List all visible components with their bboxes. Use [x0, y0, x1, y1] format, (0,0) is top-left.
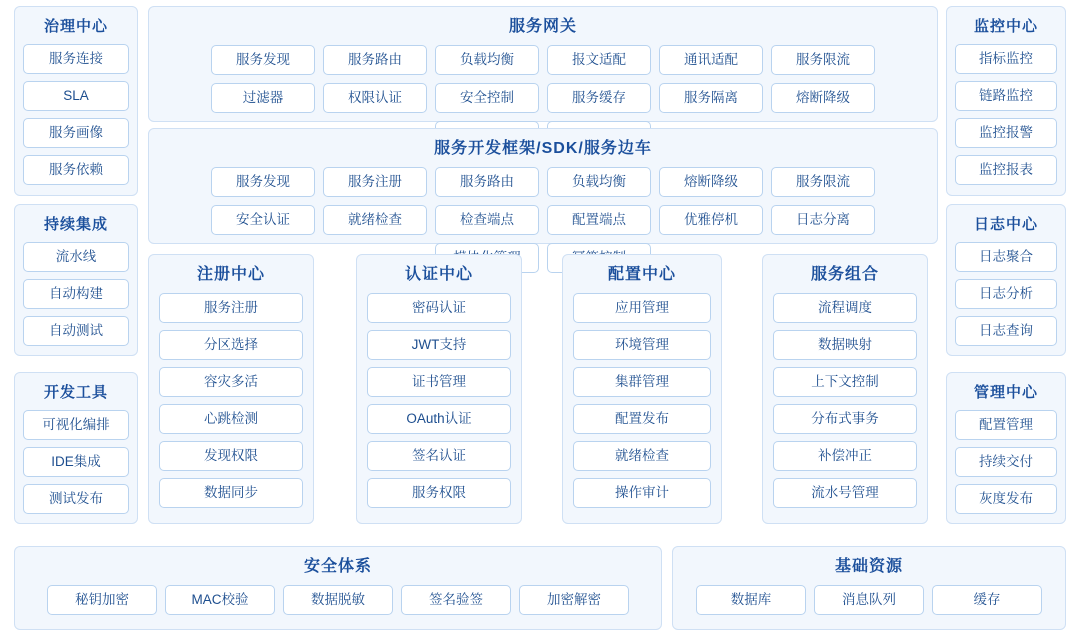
- chip-sdk-2[interactable]: 服务路由: [435, 167, 539, 197]
- chip-registry-4[interactable]: 发现权限: [159, 441, 303, 471]
- block-governance-items: [23, 44, 129, 185]
- chip-composition-3[interactable]: 分布式事务: [773, 404, 917, 434]
- block-ci-items: [23, 242, 129, 346]
- chip-devtools-0[interactable]: 可视化编排: [23, 410, 129, 440]
- block-auth-items: [367, 293, 511, 508]
- chip-ci-0[interactable]: 流水线: [23, 242, 129, 272]
- chip-config-5[interactable]: 操作审计: [573, 478, 711, 508]
- chip-composition-4[interactable]: 补偿冲正: [773, 441, 917, 471]
- chip-sdk-10[interactable]: 优雅停机: [659, 205, 763, 235]
- chip-infra-0[interactable]: 数据库: [696, 585, 806, 615]
- chip-ci-1[interactable]: 自动构建: [23, 279, 129, 309]
- chip-config-0[interactable]: 应用管理: [573, 293, 711, 323]
- chip-governance-3[interactable]: 服务依赖: [23, 155, 129, 185]
- block-devtools: [14, 372, 138, 524]
- block-composition-items: [773, 293, 917, 508]
- chip-auth-4[interactable]: 签名认证: [367, 441, 511, 471]
- chip-governance-2[interactable]: 服务画像: [23, 118, 129, 148]
- block-gateway-title: 服务网关: [508, 18, 577, 35]
- block-infra-title: 基础资源: [834, 558, 903, 575]
- chip-config-4[interactable]: 就绪检查: [573, 441, 711, 471]
- chip-governance-1[interactable]: SLA: [23, 81, 129, 111]
- block-ci-title: 持续集成: [43, 216, 108, 233]
- chip-governance-0[interactable]: 服务连接: [23, 44, 129, 74]
- chip-registry-2[interactable]: 容灾多活: [159, 367, 303, 397]
- chip-manage-2[interactable]: 灰度发布: [955, 484, 1057, 514]
- chip-composition-2[interactable]: 上下文控制: [773, 367, 917, 397]
- chip-gateway-2[interactable]: 负载均衡: [435, 45, 539, 75]
- chip-gateway-11[interactable]: 熔断降级: [771, 83, 875, 113]
- chip-composition-5[interactable]: 流水号管理: [773, 478, 917, 508]
- block-registry-title: 注册中心: [196, 266, 265, 283]
- chip-manage-1[interactable]: 持续交付: [955, 447, 1057, 477]
- block-governance: [14, 6, 138, 196]
- block-config-title: 配置中心: [607, 266, 676, 283]
- block-infra-items: [681, 585, 1057, 615]
- chip-sdk-1[interactable]: 服务注册: [323, 167, 427, 197]
- chip-monitor-3[interactable]: 监控报表: [955, 155, 1057, 185]
- chip-gateway-6[interactable]: 过滤器: [211, 83, 315, 113]
- chip-security-4[interactable]: 加密解密: [519, 585, 629, 615]
- chip-sdk-0[interactable]: 服务发现: [211, 167, 315, 197]
- block-devtools-items: [23, 410, 129, 514]
- chip-sdk-11[interactable]: 日志分离: [771, 205, 875, 235]
- block-manage: [946, 372, 1066, 524]
- chip-devtools-1[interactable]: IDE集成: [23, 447, 129, 477]
- chip-auth-0[interactable]: 密码认证: [367, 293, 511, 323]
- block-config-items: [573, 293, 711, 508]
- chip-security-2[interactable]: 数据脱敏: [283, 585, 393, 615]
- chip-auth-2[interactable]: 证书管理: [367, 367, 511, 397]
- block-ci: [14, 204, 138, 356]
- chip-composition-0[interactable]: 流程调度: [773, 293, 917, 323]
- chip-registry-5[interactable]: 数据同步: [159, 478, 303, 508]
- chip-sdk-6[interactable]: 安全认证: [211, 205, 315, 235]
- chip-gateway-7[interactable]: 权限认证: [323, 83, 427, 113]
- block-security: [14, 546, 662, 630]
- chip-registry-1[interactable]: 分区选择: [159, 330, 303, 360]
- chip-gateway-3[interactable]: 报文适配: [547, 45, 651, 75]
- block-sdk: [148, 128, 938, 244]
- chip-gateway-4[interactable]: 通讯适配: [659, 45, 763, 75]
- chip-log-1[interactable]: 日志分析: [955, 279, 1057, 309]
- block-registry: [148, 254, 314, 524]
- chip-sdk-4[interactable]: 熔断降级: [659, 167, 763, 197]
- block-manage-title: 管理中心: [973, 384, 1038, 401]
- chip-security-0[interactable]: 秘钥加密: [47, 585, 157, 615]
- block-config: [562, 254, 722, 524]
- block-sdk-title: 服务开发框架/SDK/服务边车: [434, 140, 652, 157]
- chip-ci-2[interactable]: 自动测试: [23, 316, 129, 346]
- chip-sdk-3[interactable]: 负载均衡: [547, 167, 651, 197]
- chip-config-1[interactable]: 环境管理: [573, 330, 711, 360]
- chip-manage-0[interactable]: 配置管理: [955, 410, 1057, 440]
- chip-monitor-2[interactable]: 监控报警: [955, 118, 1057, 148]
- block-governance-title: 治理中心: [43, 18, 108, 35]
- block-composition-title: 服务组合: [810, 266, 879, 283]
- block-monitor-title: 监控中心: [973, 18, 1038, 35]
- chip-auth-3[interactable]: OAuth认证: [367, 404, 511, 434]
- chip-monitor-1[interactable]: 链路监控: [955, 81, 1057, 111]
- chip-composition-1[interactable]: 数据映射: [773, 330, 917, 360]
- chip-config-3[interactable]: 配置发布: [573, 404, 711, 434]
- chip-security-1[interactable]: MAC校验: [165, 585, 275, 615]
- chip-gateway-1[interactable]: 服务路由: [323, 45, 427, 75]
- block-log: [946, 204, 1066, 356]
- block-auth-title: 认证中心: [404, 266, 473, 283]
- chip-sdk-7[interactable]: 就绪检查: [323, 205, 427, 235]
- chip-config-2[interactable]: 集群管理: [573, 367, 711, 397]
- chip-security-3[interactable]: 签名验签: [401, 585, 511, 615]
- block-monitor: [946, 6, 1066, 196]
- block-monitor-items: [955, 44, 1057, 185]
- block-security-items: [23, 585, 653, 615]
- chip-gateway-5[interactable]: 服务限流: [771, 45, 875, 75]
- block-devtools-title: 开发工具: [43, 384, 108, 401]
- block-log-items: [955, 242, 1057, 346]
- chip-gateway-9[interactable]: 服务缓存: [547, 83, 651, 113]
- chip-gateway-8[interactable]: 安全控制: [435, 83, 539, 113]
- chip-infra-1[interactable]: 消息队列: [814, 585, 924, 615]
- block-manage-items: [955, 410, 1057, 514]
- chip-infra-2[interactable]: 缓存: [932, 585, 1042, 615]
- chip-monitor-0[interactable]: 指标监控: [955, 44, 1057, 74]
- chip-auth-1[interactable]: JWT支持: [367, 330, 511, 360]
- block-infra: [672, 546, 1066, 630]
- block-auth: [356, 254, 522, 524]
- chip-sdk-9[interactable]: 配置端点: [547, 205, 651, 235]
- block-security-title: 安全体系: [303, 558, 372, 575]
- chip-log-0[interactable]: 日志聚合: [955, 242, 1057, 272]
- chip-registry-0[interactable]: 服务注册: [159, 293, 303, 323]
- block-registry-items: [159, 293, 303, 508]
- chip-gateway-0[interactable]: 服务发现: [211, 45, 315, 75]
- chip-log-2[interactable]: 日志查询: [955, 316, 1057, 346]
- chip-gateway-10[interactable]: 服务隔离: [659, 83, 763, 113]
- block-composition: [762, 254, 928, 524]
- chip-devtools-2[interactable]: 测试发布: [23, 484, 129, 514]
- chip-registry-3[interactable]: 心跳检测: [159, 404, 303, 434]
- block-log-title: 日志中心: [973, 216, 1038, 233]
- chip-sdk-5[interactable]: 服务限流: [771, 167, 875, 197]
- block-gateway: [148, 6, 938, 122]
- chip-sdk-8[interactable]: 检查端点: [435, 205, 539, 235]
- chip-auth-5[interactable]: 服务权限: [367, 478, 511, 508]
